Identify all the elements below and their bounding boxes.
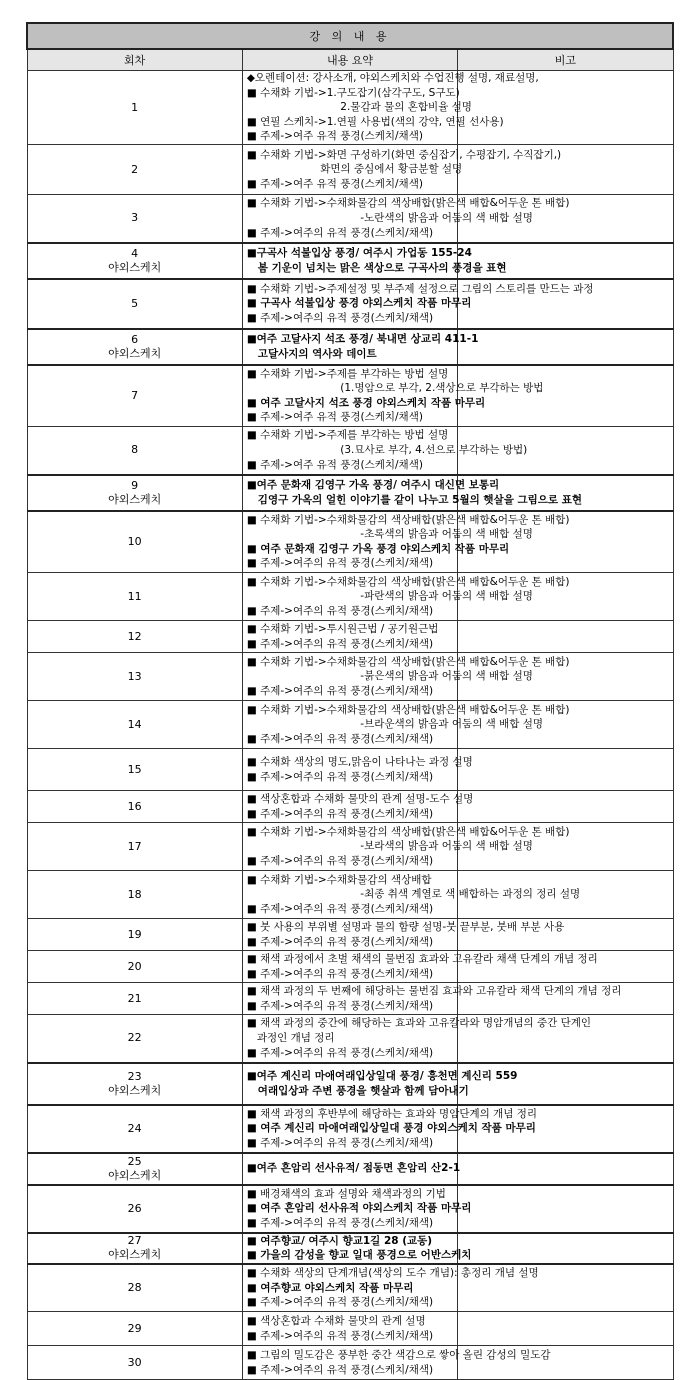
session-label: 19: [127, 927, 142, 941]
session-label: 3: [131, 211, 139, 225]
summary-line: ■ 주제->여주의 유적 풍경(스케치/채색): [246, 902, 434, 915]
summary-line: -최종 취색 계열로 색 배합하는 과정의 정리 설명: [246, 888, 581, 901]
session-number-cell: [27, 749, 242, 791]
summary-line: ■여주 계신리 마애여래입상일대 풍경/ 흥천면 계신리 559: [246, 1069, 518, 1082]
summary-line: ◆오렌테이션: 강사소개, 야외스케치와 수업진행 설명, 재료설명,: [246, 72, 539, 85]
note-cell: [458, 329, 673, 365]
session-number-cell: [27, 329, 242, 365]
summary-cell: [242, 749, 473, 791]
session-label: 10: [127, 534, 142, 548]
session-label: 14: [127, 717, 142, 731]
table-row: [27, 1312, 673, 1346]
summary-cell: [242, 791, 474, 823]
table-row: [27, 145, 673, 195]
summary-line: ■ 주제->여주의 유적 풍경(스케치/채색): [246, 1296, 434, 1309]
summary-line: ■ 주제->여주의 유적 풍경(스케치/채색): [246, 684, 434, 697]
session-label: 16: [127, 799, 142, 813]
summary-line: ■ 수채화 기법->수채화물감의 색상배합(밝은색 배합&어두운 톤 배합): [246, 197, 570, 210]
note-cell: [458, 621, 673, 653]
summary-line: -노란색의 밝음과 어둠의 색 배합 설명: [246, 211, 533, 224]
summary-cell: [242, 145, 562, 195]
table-row: [27, 195, 673, 243]
session-number-cell: [27, 279, 242, 329]
summary-line: ■ 주제->여주의 유적 풍경(스케치/채색): [246, 311, 434, 324]
note-cell: [458, 1185, 673, 1233]
summary-line: (1.명암으로 부각, 2.색상으로 부각하는 방법: [246, 382, 544, 395]
table-row: [27, 1105, 673, 1153]
summary-cell: [242, 365, 544, 427]
summary-cell: [242, 983, 622, 1015]
summary-cell: [242, 1105, 538, 1153]
summary-line: ■ 주제->여주의 유적 풍경(스케치/채색): [246, 1046, 434, 1059]
table-row: [27, 621, 673, 653]
session-label: 25: [127, 1154, 142, 1168]
session-label: 야외스케치: [108, 346, 162, 360]
summary-line: ■ 여주 흔암리 선사유적 야외스케치 작품 마무리: [246, 1202, 472, 1215]
session-number-cell: [27, 621, 242, 653]
session-label: 야외스케치: [108, 492, 162, 506]
note-cell: [458, 1233, 673, 1264]
summary-line: ■ 주제->여주 유적 풍경(스케치/채색): [246, 177, 423, 190]
summary-line: ■ 수채화 기법->수채화물감의 색상배합(밝은색 배합&어두운 톤 배합): [246, 703, 570, 716]
summary-cell: [242, 919, 565, 951]
summary-line: 화면의 중심에서 황금분할 설명: [246, 163, 463, 176]
summary-cell: [242, 823, 570, 871]
summary-line: ■ 그림의 밀도감은 풍부한 중간 색감으로 쌓아 올린 감성의 밀도감: [246, 1349, 551, 1362]
session-number-cell: [27, 1264, 242, 1312]
table-row: [27, 1063, 673, 1105]
note-cell: [458, 1153, 673, 1185]
summary-line: ■ 수채화 기법->1.구도잡기(삼각구도, S구도): [246, 86, 460, 99]
summary-line: ■ 여주 고달사지 석조 풍경 야외스케치 작품 마무리: [246, 396, 486, 409]
note-cell: [458, 791, 673, 823]
summary-line: ■ 여주향교 야외스케치 작품 마무리: [246, 1281, 414, 1294]
summary-line: ■ 배경채색의 효과 설명와 채색과정의 기법: [246, 1187, 446, 1200]
session-number-cell: [27, 365, 242, 427]
summary-line: ■ 수채화 기법->수채화물감의 색상배합(밝은색 배합&어두운 톤 배합): [246, 575, 570, 588]
table-row: [27, 919, 673, 951]
session-label: 11: [127, 589, 142, 603]
summary-cell: [242, 573, 570, 621]
summary-line: ■ 채색 과정의 중간에 해당하는 효과와 고유칼라와 명암개념의 중간 단계인: [246, 1017, 592, 1030]
table-row: [27, 1346, 673, 1380]
table-row: [27, 983, 673, 1015]
summary-line: -초록색의 밝음과 어둠의 색 배합 설명: [246, 528, 533, 541]
note-cell: [458, 749, 673, 791]
table-row: [27, 1264, 673, 1312]
summary-line: 김영구 가옥의 얼힌 이야기를 같이 나누고 5월의 햇살을 그림으로 표현: [246, 493, 583, 506]
summary-line: ■ 주제->여주의 유적 풍경(스케치/채색): [246, 226, 434, 239]
table-title: 강 의 내 용: [27, 23, 673, 49]
summary-line: ■ 수채화 기법->주제설정 및 부주제 설정으로 그림의 스토리를 만드는 과정: [246, 282, 594, 295]
summary-line: ■ 주제->여주의 유적 풍경(스케치/채색): [246, 732, 434, 745]
session-label: 29: [127, 1321, 142, 1335]
summary-line: ■ 색상혼합과 수채화 물맛의 관계 설명-도수 설명: [246, 792, 474, 805]
summary-line: ■ 가을의 감성을 향교 일대 풍경으로 어반스케치: [246, 1249, 472, 1262]
summary-cell: [242, 475, 583, 511]
summary-line: ■ 주제->여주의 유적 풍경(스케치/채색): [246, 935, 434, 948]
summary-line: ■구곡사 석불입상 풍경/ 여주시 가업동 155-24: [246, 246, 472, 259]
summary-cell: [242, 195, 570, 243]
table-body: [27, 71, 673, 1380]
session-number-cell: [27, 653, 242, 701]
session-label: 17: [127, 839, 142, 853]
summary-cell: [242, 1233, 472, 1264]
session-label: 1: [131, 100, 139, 114]
summary-line: 과정인 개념 정리: [246, 1031, 335, 1044]
summary-cell: [242, 243, 507, 279]
summary-cell: [242, 871, 581, 919]
table-row: [27, 329, 673, 365]
session-label: 9: [131, 478, 139, 492]
summary-line: ■ 주제->여주 유적 풍경(스케치/채색): [246, 458, 423, 471]
session-number-cell: [27, 573, 242, 621]
session-label: 12: [127, 629, 142, 643]
session-label: 15: [127, 762, 142, 776]
summary-line: ■ 채색 과정의 후반부에 해당하는 효과와 명암단계의 개념 정리: [246, 1107, 538, 1120]
summary-line: ■ 수채화 기법->주제를 부각하는 방법 설명: [246, 367, 449, 380]
session-number-cell: [27, 145, 242, 195]
summary-line: ■ 주제->여주의 유적 풍경(스케치/채색): [246, 1216, 434, 1229]
table-row: [27, 749, 673, 791]
summary-cell: [242, 701, 570, 749]
summary-line: ■ 주제->여주 유적 풍경(스케치/채색): [246, 411, 423, 424]
summary-line: ■ 주제->여주의 유적 풍경(스케치/채색): [246, 807, 434, 820]
summary-line: 2.물감과 물의 혼합비율 설명: [246, 101, 472, 114]
session-number-cell: [27, 511, 242, 573]
session-number-cell: [27, 195, 242, 243]
header-session: 회차: [27, 49, 242, 71]
table-row: [27, 871, 673, 919]
note-cell: [458, 1063, 673, 1105]
summary-line: -붉은색의 밝음과 어둠의 색 배합 설명: [246, 670, 533, 683]
session-label: 20: [127, 959, 142, 973]
session-number-cell: [27, 791, 242, 823]
summary-line: ■ 여주향교/ 여주시 향교1길 28 (교동): [246, 1234, 433, 1247]
summary-cell: [242, 621, 457, 653]
session-number-cell: [27, 475, 242, 511]
summary-cell: [242, 329, 479, 365]
summary-line: (3.묘사로 부각, 4.선으로 부각하는 방법): [246, 443, 528, 456]
session-number-cell: [27, 1185, 242, 1233]
summary-cell: [242, 511, 570, 573]
summary-line: 봄 기운이 넘치는 맑은 색상으로 구곡사의 풍경을 표현: [246, 261, 507, 274]
summary-line: ■ 수채화 기법->화면 구성하기(화면 중심잡기, 수평잡기, 수직잡기,): [246, 148, 562, 161]
summary-line: ■여주 고달사지 석조 풍경/ 북내면 상교리 411-1: [246, 332, 479, 345]
summary-line: ■ 주제->여주의 유적 풍경(스케치/채색): [246, 999, 434, 1012]
session-label: 2: [131, 162, 139, 176]
summary-cell: [242, 653, 570, 701]
session-label: 야외스케치: [108, 1248, 162, 1262]
lecture-plan-table-wrapper: [26, 22, 674, 1380]
session-label: 4: [131, 246, 139, 260]
summary-cell: [242, 1153, 461, 1185]
table-row: [27, 701, 673, 749]
summary-line: ■ 수채화 기법->주제를 부각하는 방법 설명: [246, 429, 449, 442]
table-row: [27, 1153, 673, 1185]
session-label: 7: [131, 388, 139, 402]
summary-line: ■ 채색 과정의 두 번째에 해당하는 물번짐 효과와 고유칼라 채색 단계의 개념 정리: [246, 984, 622, 997]
summary-line: ■ 주제->여주의 유적 풍경(스케치/채색): [246, 967, 434, 980]
summary-cell: [242, 279, 594, 329]
session-number-cell: [27, 951, 242, 983]
summary-line: ■여주 흔암리 선사유적/ 점동면 흔암리 산2-1: [246, 1162, 461, 1175]
session-label: 21: [127, 991, 142, 1005]
summary-cell: [242, 951, 598, 983]
session-number-cell: [27, 823, 242, 871]
note-cell: [458, 1312, 673, 1346]
session-label: 22: [127, 1031, 142, 1045]
session-label: 야외스케치: [108, 1168, 162, 1182]
table-row: [27, 653, 673, 701]
summary-line: ■ 주제->여주의 유적 풍경(스케치/채색): [246, 1136, 434, 1149]
summary-cell: [242, 1063, 518, 1105]
summary-line: ■ 붓 사용의 부위별 설명과 물의 함량 설명-붓 끝부분, 붓배 부분 사용: [246, 920, 565, 933]
session-number-cell: [27, 1153, 242, 1185]
summary-line: ■ 구곡사 석불입상 풍경 야외스케치 작품 마무리: [246, 297, 472, 310]
session-number-cell: [27, 919, 242, 951]
header-note: 비고: [458, 49, 673, 71]
table-row: [27, 243, 673, 279]
table-row: [27, 951, 673, 983]
summary-line: -보라색의 밝음과 어둠의 색 배합 설명: [246, 840, 533, 853]
table-row: [27, 279, 673, 329]
summary-line: ■ 수채화 색상의 명도,맑음이 나타나는 과정 설명: [246, 755, 473, 768]
summary-cell: [242, 1312, 457, 1346]
session-number-cell: [27, 1105, 242, 1153]
session-number-cell: [27, 71, 242, 145]
session-number-cell: [27, 1015, 242, 1063]
table-row: [27, 1233, 673, 1264]
session-number-cell: [27, 243, 242, 279]
table-row: [27, 1185, 673, 1233]
session-label: 26: [127, 1201, 142, 1215]
summary-line: ■ 주제->여주의 유적 풍경(스케치/채색): [246, 637, 434, 650]
session-label: 6: [131, 332, 139, 346]
session-label: 30: [127, 1355, 142, 1369]
summary-line: 여래입상과 주변 풍경을 햇살과 함께 담아내기: [246, 1084, 469, 1097]
session-label: 23: [127, 1069, 142, 1083]
summary-line: ■ 주제->여주 유적 풍경(스케치/채색): [246, 130, 423, 143]
session-number-cell: [27, 983, 242, 1015]
session-label: 28: [127, 1280, 142, 1294]
table-row: [27, 427, 673, 475]
summary-cell: [242, 1015, 592, 1063]
note-cell: [458, 365, 673, 427]
summary-line: ■ 수채화 기법->수채화물감의 색상배합(밝은색 배합&어두운 톤 배합): [246, 513, 570, 526]
summary-line: ■ 주제->여주의 유적 풍경(스케치/채색): [246, 557, 434, 570]
summary-line: ■ 수채화 기법->수채화물감의 색상배합(밝은색 배합&어두운 톤 배합): [246, 825, 570, 838]
summary-line: ■ 수채화 색상의 단계개념(색상의 도수 개념): 총정리 개념 설명: [246, 1267, 539, 1280]
summary-line: ■ 주제->여주의 유적 풍경(스케치/채색): [246, 1363, 434, 1376]
summary-line: ■ 주제->여주의 유적 풍경(스케치/채색): [246, 854, 434, 867]
summary-line: ■ 주제->여주의 유적 풍경(스케치/채색): [246, 770, 434, 783]
table-row: [27, 71, 673, 145]
summary-cell: [242, 1185, 472, 1233]
summary-line: ■ 수채화 기법->수채화물감의 색상배합(밝은색 배합&어두운 톤 배합): [246, 655, 570, 668]
summary-line: ■ 주제->여주의 유적 풍경(스케치/채색): [246, 604, 434, 617]
session-number-cell: [27, 1312, 242, 1346]
header-summary: 내용 요약: [242, 49, 457, 71]
summary-line: ■ 채색 과정에서 초벌 채색의 물번짐 효과와 고유칼라 채색 단계의 개념 정리: [246, 952, 598, 965]
table-row: [27, 1015, 673, 1063]
summary-line: ■ 주제->여주의 유적 풍경(스케치/채색): [246, 1329, 434, 1342]
summary-line: ■ 연필 스케치->1.연필 사용법(색의 강약, 연필 선사용): [246, 115, 504, 128]
table-row: [27, 791, 673, 823]
session-label: 8: [131, 443, 139, 457]
summary-line: -브라운색의 밝음과 어둠의 색 배합 설명: [246, 718, 544, 731]
session-number-cell: [27, 871, 242, 919]
session-number-cell: [27, 427, 242, 475]
summary-line: ■ 수채화 기법->투시원근법 / 공기원근법: [246, 622, 439, 635]
session-number-cell: [27, 1346, 242, 1380]
session-number-cell: [27, 1233, 242, 1264]
summary-line: ■ 수채화 기법->수채화물감의 색상배합: [246, 873, 432, 886]
summary-cell: [242, 1346, 551, 1380]
table-row: [27, 573, 673, 621]
summary-cell: [242, 427, 528, 475]
table-row: [27, 511, 673, 573]
summary-line: ■ 여주 계신리 마애여래입상일대 풍경 야외스케치 작품 마무리: [246, 1122, 536, 1135]
table-row: [27, 823, 673, 871]
session-number-cell: [27, 1063, 242, 1105]
session-label: 야외스케치: [108, 1083, 162, 1097]
table-row: [27, 475, 673, 511]
session-number-cell: [27, 701, 242, 749]
lecture-plan-table: [26, 22, 674, 1380]
summary-line: ■ 색상혼합과 수채화 물맛의 관계 설명: [246, 1315, 426, 1328]
summary-cell: [242, 1264, 539, 1312]
summary-cell: [242, 71, 539, 145]
session-label: 18: [127, 887, 142, 901]
summary-line: ■여주 문화재 김영구 가옥 풍경/ 여주시 대신면 보통리: [246, 478, 500, 491]
session-label: 27: [127, 1234, 142, 1248]
summary-line: 고달사지의 역사와 데이트: [246, 347, 377, 360]
summary-line: -파란색의 밝음과 어둠의 색 배합 설명: [246, 590, 533, 603]
table-row: [27, 365, 673, 427]
session-label: 24: [127, 1121, 142, 1135]
session-label: 야외스케치: [108, 260, 162, 274]
summary-line: ■ 여주 문화재 김영구 가옥 풍경 야외스케치 작품 마무리: [246, 542, 510, 555]
session-label: 5: [131, 296, 139, 310]
session-label: 13: [127, 669, 142, 683]
